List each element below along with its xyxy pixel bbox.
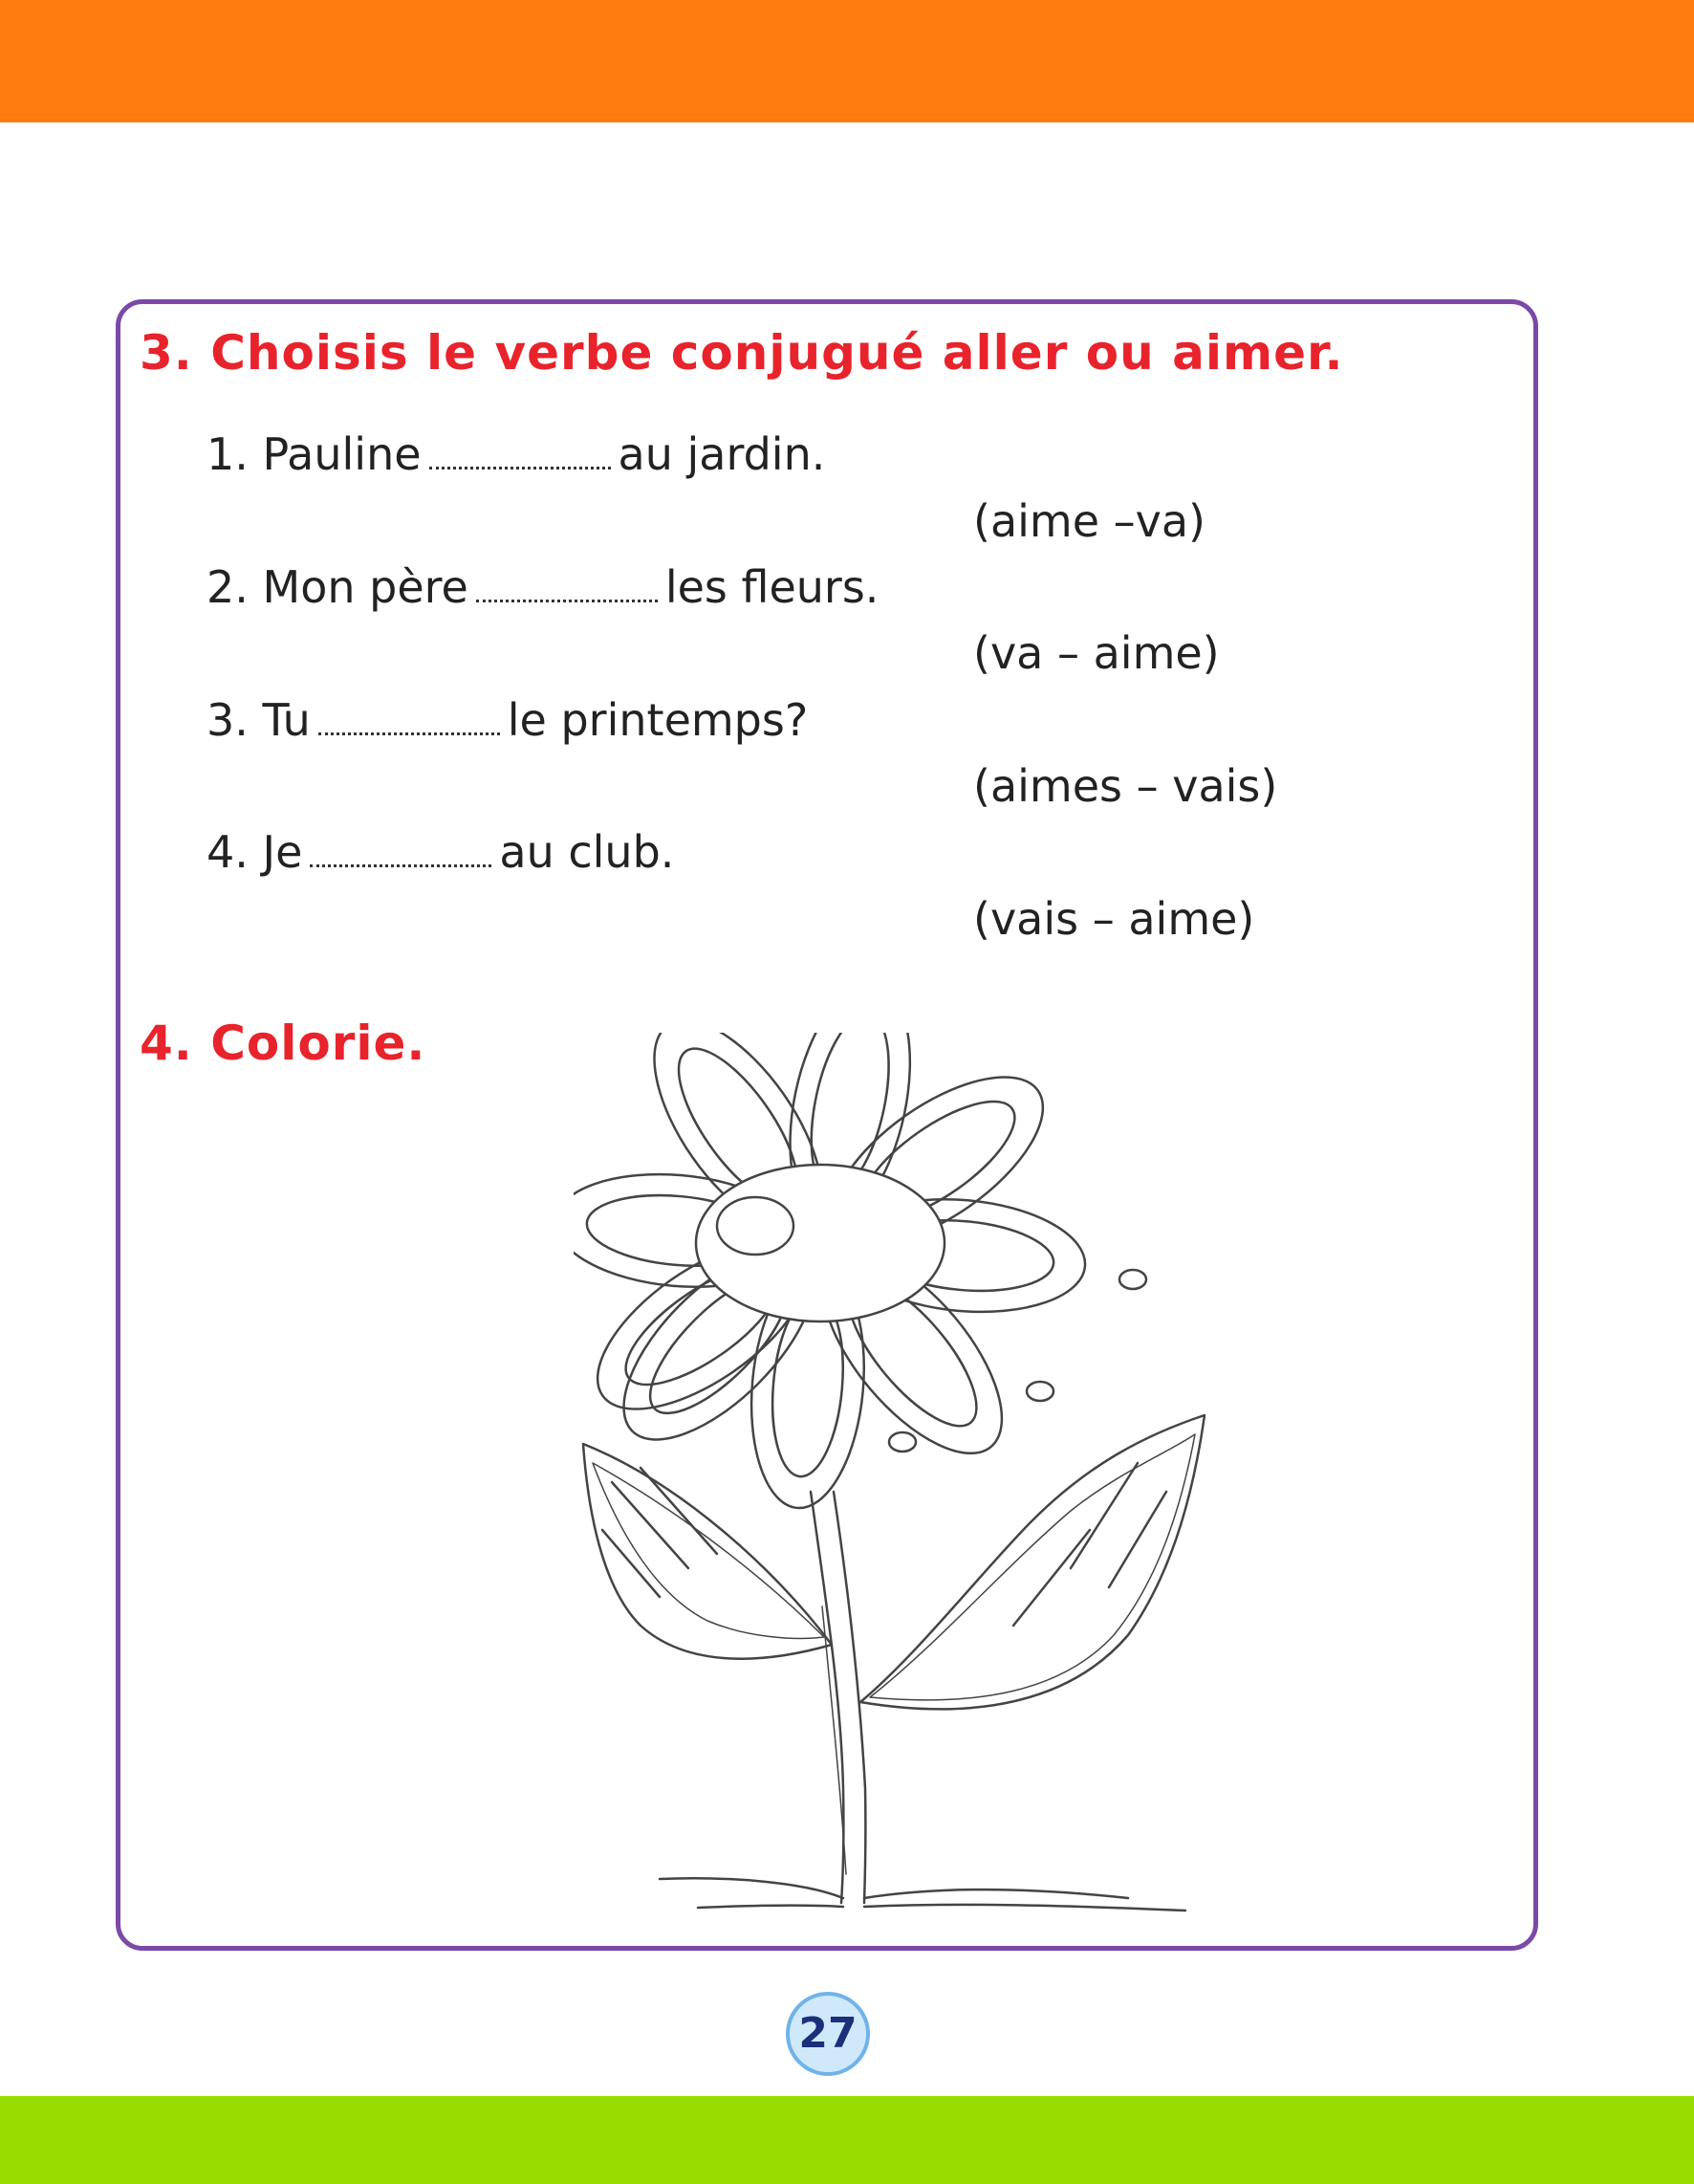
line-4-start: 4. Je	[206, 826, 303, 878]
choices-3: (aimes – vais)	[973, 760, 1278, 812]
line-3-end: le printemps?	[507, 694, 809, 746]
line-4-end: au club.	[499, 826, 675, 878]
line-3-start: 3. Tu	[206, 694, 311, 746]
line-2-end: les fleurs.	[664, 561, 880, 613]
exercise-4-title: 4. Colorie.	[140, 1016, 426, 1071]
choices-1: (aime –va)	[973, 495, 1206, 547]
line-1-end: au jardin.	[618, 428, 826, 480]
blank-4[interactable]	[310, 864, 491, 867]
line-2-start: 2. Mon père	[206, 561, 468, 613]
exercise-line-4	[206, 826, 674, 878]
blank-3[interactable]	[318, 732, 500, 735]
bottom-color-bar	[0, 2096, 1694, 2184]
exercise-line-1	[206, 428, 825, 480]
page-number-badge	[786, 1992, 870, 2076]
choices-4: (vais – aime)	[973, 893, 1255, 945]
exercise-line-3	[206, 694, 808, 746]
blank-1[interactable]	[429, 467, 611, 470]
blank-2[interactable]	[476, 600, 658, 602]
exercise-3-title: 3. Choisis le verbe conjugué aller ou aimer.	[140, 325, 1344, 381]
top-color-bar	[0, 0, 1694, 122]
page-number: 27	[798, 2009, 858, 2058]
exercise-line-2	[206, 561, 879, 613]
choices-2: (va – aime)	[973, 627, 1220, 679]
line-1-start: 1. Pauline	[206, 428, 422, 480]
flower-icon	[574, 1033, 1224, 1922]
